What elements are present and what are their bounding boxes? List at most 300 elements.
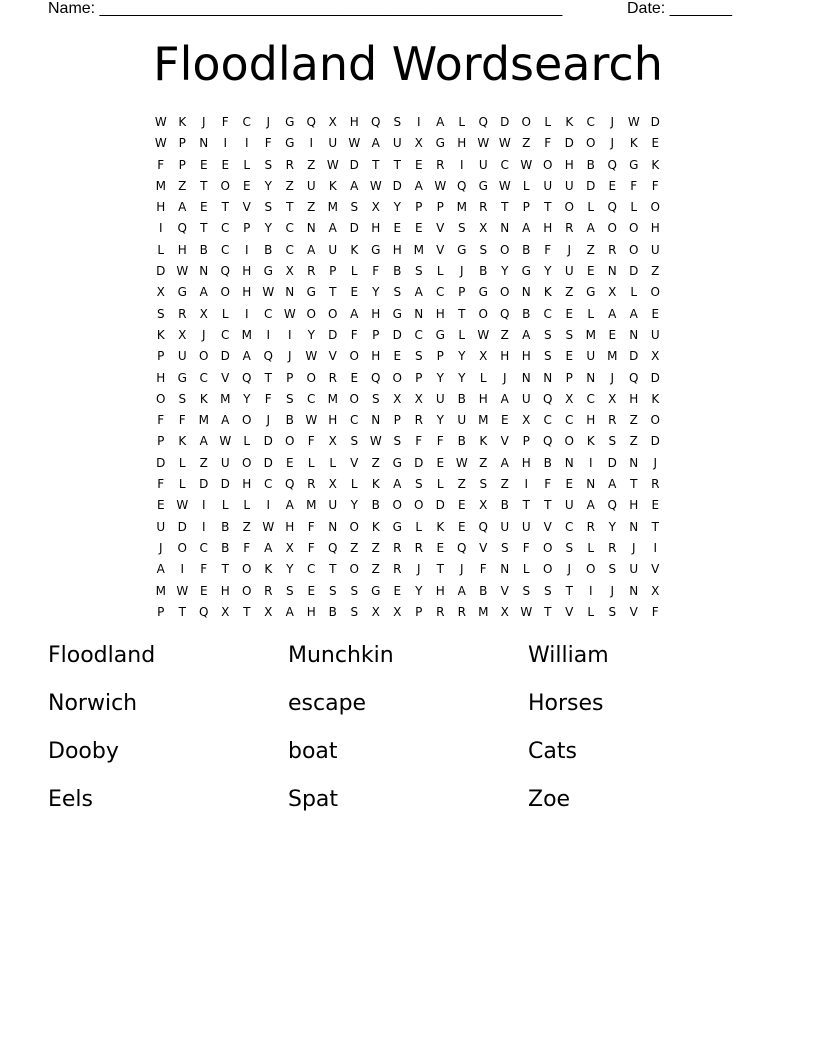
grid-letter: O xyxy=(478,306,488,321)
grid-letter: N xyxy=(586,370,596,385)
grid-letter: G xyxy=(629,157,639,172)
grid-letter: H xyxy=(242,477,252,492)
grid-letter: B xyxy=(543,455,552,470)
grid-row xyxy=(150,474,666,495)
grid-letter: I xyxy=(459,157,464,172)
grid-letter: A xyxy=(608,477,617,492)
grid-letter: D xyxy=(156,264,166,279)
grid-letter: W xyxy=(434,178,447,193)
grid-letter: X xyxy=(199,306,208,321)
grid-letter: T xyxy=(221,200,229,215)
grid-letter: O xyxy=(349,562,359,577)
grid-letter: F xyxy=(544,136,552,151)
grid-letter: E xyxy=(393,221,402,236)
grid-letter: M xyxy=(241,327,252,342)
grid-letter: D xyxy=(414,455,424,470)
grid-letter: H xyxy=(478,391,488,406)
grid-letter: D xyxy=(392,327,402,342)
word-list-item: William xyxy=(528,643,609,668)
grid-letter: I xyxy=(266,327,271,342)
grid-letter: W xyxy=(369,434,382,449)
grid-letter: C xyxy=(586,391,595,406)
grid-letter: U xyxy=(306,178,316,193)
grid-letter: L xyxy=(436,264,444,279)
grid-letter: O xyxy=(543,562,553,577)
grid-letter: U xyxy=(650,242,660,257)
grid-letter: S xyxy=(543,327,552,342)
grid-letter: H xyxy=(220,583,230,598)
grid-letter: Y xyxy=(458,370,466,385)
grid-letter: J xyxy=(567,562,572,577)
grid-letter: C xyxy=(221,327,230,342)
grid-letter: O xyxy=(242,455,252,470)
grid-letter: K xyxy=(543,285,552,300)
grid-letter: L xyxy=(178,455,186,470)
grid-letter: F xyxy=(178,413,186,428)
grid-letter: A xyxy=(178,200,187,215)
grid-letter: Q xyxy=(220,264,230,279)
grid-letter: E xyxy=(199,200,208,215)
grid-letter: D xyxy=(177,519,187,534)
grid-letter: F xyxy=(436,434,444,449)
grid-letter: U xyxy=(220,455,230,470)
word-list-item: Dooby xyxy=(48,739,119,764)
grid-letter: L xyxy=(522,562,530,577)
grid-letter: G xyxy=(435,327,445,342)
grid-letter: P xyxy=(565,370,573,385)
grid-letter: X xyxy=(393,604,402,619)
grid-letter: Z xyxy=(307,200,316,215)
grid-letter: A xyxy=(414,178,423,193)
grid-letter: W xyxy=(219,434,232,449)
grid-letter: A xyxy=(522,327,531,342)
grid-letter: S xyxy=(328,583,337,598)
grid-letter: B xyxy=(221,519,230,534)
grid-letter: Z xyxy=(651,264,660,279)
grid-row xyxy=(150,304,666,325)
grid-letter: C xyxy=(565,413,574,428)
grid-row xyxy=(150,197,666,218)
grid-letter: L xyxy=(350,264,358,279)
grid-letter: I xyxy=(244,136,249,151)
grid-letter: V xyxy=(500,583,509,598)
grid-letter: E xyxy=(414,157,423,172)
grid-letter: M xyxy=(155,178,166,193)
grid-letter: W xyxy=(326,157,339,172)
grid-letter: V xyxy=(436,221,445,236)
grid-letter: O xyxy=(607,221,617,236)
grid-letter: V xyxy=(500,434,509,449)
grid-letter: S xyxy=(350,434,359,449)
grid-letter: T xyxy=(200,178,208,193)
grid-letter: G xyxy=(177,285,187,300)
grid-letter: W xyxy=(176,498,189,513)
grid-letter: O xyxy=(500,242,510,257)
grid-letter: J xyxy=(653,455,658,470)
grid-letter: W xyxy=(283,306,296,321)
grid-letter: P xyxy=(415,370,423,385)
grid-row xyxy=(150,453,666,474)
grid-letter: B xyxy=(264,242,273,257)
grid-letter: A xyxy=(457,583,466,598)
grid-letter: N xyxy=(586,477,596,492)
grid-letter: G xyxy=(263,264,273,279)
grid-letter: D xyxy=(586,178,596,193)
grid-letter: C xyxy=(586,115,595,129)
grid-letter: T xyxy=(243,604,251,619)
grid-letter: H xyxy=(392,242,402,257)
grid-letter: D xyxy=(435,498,445,513)
grid-letter: J xyxy=(459,264,464,279)
grid-letter: U xyxy=(564,264,574,279)
grid-letter: X xyxy=(371,200,380,215)
grid-letter: X xyxy=(285,264,294,279)
grid-letter: P xyxy=(415,604,423,619)
grid-letter: S xyxy=(393,434,402,449)
grid-letter: T xyxy=(221,562,229,577)
grid-letter: C xyxy=(221,242,230,257)
grid-letter: S xyxy=(457,221,466,236)
grid-letter: X xyxy=(178,327,187,342)
grid-row xyxy=(150,538,666,559)
grid-letter: W xyxy=(477,136,490,151)
grid-letter: Z xyxy=(586,242,595,257)
grid-letter: L xyxy=(221,306,229,321)
grid-letter: F xyxy=(307,540,315,555)
grid-letter: U xyxy=(521,519,531,534)
grid-letter: B xyxy=(522,306,531,321)
grid-letter: M xyxy=(413,242,424,257)
grid-row xyxy=(150,218,666,239)
grid-letter: Q xyxy=(177,221,187,236)
grid-letter: Q xyxy=(306,115,316,129)
grid-letter: H xyxy=(156,200,166,215)
grid-letter: U xyxy=(650,327,660,342)
grid-row xyxy=(150,240,666,261)
grid-letter: C xyxy=(414,327,423,342)
grid-letter: A xyxy=(350,306,359,321)
grid-letter: Y xyxy=(608,519,616,534)
grid-letter: V xyxy=(543,519,552,534)
grid-letter: M xyxy=(585,327,596,342)
grid-letter: W xyxy=(369,178,382,193)
grid-letter: G xyxy=(285,136,295,151)
grid-letter: W xyxy=(305,413,318,428)
grid-letter: Q xyxy=(263,349,273,364)
letter-grid xyxy=(150,112,666,623)
grid-letter: S xyxy=(500,540,509,555)
grid-letter: T xyxy=(200,221,208,236)
grid-letter: F xyxy=(630,178,638,193)
grid-letter: I xyxy=(309,136,314,151)
grid-letter: R xyxy=(436,157,445,172)
grid-letter: P xyxy=(243,221,251,236)
grid-letter: H xyxy=(328,413,338,428)
grid-letter: C xyxy=(264,306,273,321)
grid-letter: O xyxy=(242,583,252,598)
grid-letter: A xyxy=(156,562,165,577)
grid-letter: J xyxy=(266,413,271,428)
grid-letter: T xyxy=(522,498,530,513)
grid-letter: R xyxy=(565,221,574,236)
grid-letter: N xyxy=(306,221,316,236)
grid-letter: C xyxy=(242,115,251,129)
grid-letter: A xyxy=(199,285,208,300)
grid-letter: Z xyxy=(479,455,488,470)
grid-letter: M xyxy=(220,391,231,406)
grid-letter: L xyxy=(221,498,229,513)
grid-letter: W xyxy=(477,327,490,342)
grid-letter: A xyxy=(608,306,617,321)
grid-letter: E xyxy=(350,285,359,300)
grid-letter: C xyxy=(199,540,208,555)
grid-letter: P xyxy=(436,349,444,364)
grid-letter: G xyxy=(435,136,445,151)
grid-letter: A xyxy=(264,540,273,555)
grid-letter: Y xyxy=(243,391,251,406)
grid-letter: S xyxy=(543,583,552,598)
grid-letter: S xyxy=(608,562,617,577)
grid-letter: Q xyxy=(371,370,381,385)
grid-letter: E xyxy=(565,477,574,492)
grid-letter: K xyxy=(350,242,359,257)
grid-letter: C xyxy=(436,285,445,300)
grid-letter: Q xyxy=(285,477,295,492)
grid-letter: I xyxy=(180,562,185,577)
grid-letter: F xyxy=(651,604,659,619)
grid-letter: P xyxy=(178,157,186,172)
grid-letter: A xyxy=(500,391,509,406)
grid-letter: L xyxy=(415,519,423,534)
grid-letter: X xyxy=(371,604,380,619)
grid-letter: N xyxy=(285,285,295,300)
grid-letter: H xyxy=(586,413,596,428)
grid-letter: Z xyxy=(629,434,638,449)
grid-letter: L xyxy=(522,178,530,193)
grid-letter: Q xyxy=(199,604,209,619)
grid-letter: L xyxy=(458,327,466,342)
grid-letter: O xyxy=(543,540,553,555)
grid-letter: H xyxy=(457,136,467,151)
grid-letter: E xyxy=(436,540,445,555)
grid-letter: S xyxy=(522,583,531,598)
grid-letter: I xyxy=(158,221,163,236)
grid-letter: U xyxy=(392,136,402,151)
grid-letter: G xyxy=(392,306,402,321)
grid-letter: E xyxy=(199,157,208,172)
grid-letter: E xyxy=(350,370,359,385)
grid-letter: H xyxy=(564,157,574,172)
grid-letter: Q xyxy=(457,178,467,193)
grid-letter: K xyxy=(328,178,337,193)
grid-letter: R xyxy=(264,583,273,598)
grid-letter: D xyxy=(349,221,359,236)
grid-letter: Q xyxy=(607,498,617,513)
grid-letter: O xyxy=(392,370,402,385)
grid-letter: Z xyxy=(199,455,208,470)
grid-letter: N xyxy=(629,519,639,534)
grid-letter: G xyxy=(285,115,295,129)
grid-letter: N xyxy=(521,370,531,385)
grid-letter: T xyxy=(372,157,380,172)
grid-letter: X xyxy=(221,604,230,619)
grid-letter: U xyxy=(328,498,338,513)
grid-letter: V xyxy=(221,370,230,385)
grid-letter: H xyxy=(435,583,445,598)
grid-letter: U xyxy=(457,413,467,428)
grid-letter: R xyxy=(457,604,466,619)
grid-letter: C xyxy=(350,413,359,428)
grid-letter: Y xyxy=(307,327,315,342)
grid-letter: P xyxy=(458,285,466,300)
grid-letter: X xyxy=(500,604,509,619)
grid-letter: F xyxy=(157,413,165,428)
grid-letter: A xyxy=(629,306,638,321)
grid-letter: D xyxy=(629,264,639,279)
grid-letter: K xyxy=(371,477,380,492)
word-list-item: Norwich xyxy=(48,691,138,716)
grid-letter: T xyxy=(630,477,638,492)
grid-letter: A xyxy=(199,434,208,449)
grid-letter: F xyxy=(544,242,552,257)
grid-letter: C xyxy=(285,221,294,236)
grid-letter: E xyxy=(436,455,445,470)
grid-letter: G xyxy=(371,242,381,257)
grid-letter: N xyxy=(629,455,639,470)
grid-letter: M xyxy=(155,583,166,598)
grid-letter: S xyxy=(608,604,617,619)
grid-letter: U xyxy=(328,242,338,257)
grid-letter: N xyxy=(328,519,338,534)
grid-letter: N xyxy=(564,455,574,470)
grid-letter: X xyxy=(565,391,574,406)
grid-letter: Z xyxy=(242,519,251,534)
grid-letter: G xyxy=(306,285,316,300)
grid-letter: C xyxy=(307,391,316,406)
grid-letter: J xyxy=(610,583,615,598)
grid-letter: O xyxy=(220,285,230,300)
grid-letter: O xyxy=(156,391,166,406)
grid-letter: R xyxy=(307,264,316,279)
grid-letter: E xyxy=(651,498,660,513)
grid-letter: Q xyxy=(500,306,510,321)
grid-letter: A xyxy=(414,285,423,300)
grid-letter: D xyxy=(650,434,660,449)
grid-letter: I xyxy=(244,242,249,257)
grid-letter: A xyxy=(285,498,294,513)
grid-letter: K xyxy=(178,434,187,449)
grid-letter: F xyxy=(264,136,272,151)
grid-letter: E xyxy=(307,583,316,598)
grid-letter: E xyxy=(457,498,466,513)
grid-letter: T xyxy=(544,200,552,215)
grid-letter: B xyxy=(285,413,294,428)
grid-letter: L xyxy=(630,200,638,215)
grid-letter: G xyxy=(586,285,596,300)
grid-letter: M xyxy=(198,413,209,428)
grid-letter: O xyxy=(349,349,359,364)
grid-letter: I xyxy=(201,519,206,534)
grid-letter: W xyxy=(627,115,640,129)
grid-letter: D xyxy=(220,349,230,364)
grid-letter: H xyxy=(306,604,316,619)
word-list-item: escape xyxy=(288,691,367,716)
grid-letter: A xyxy=(500,455,509,470)
grid-letter: H xyxy=(500,349,510,364)
grid-letter: Z xyxy=(565,285,574,300)
grid-letter: L xyxy=(544,115,552,129)
grid-letter: L xyxy=(436,477,444,492)
grid-letter: R xyxy=(178,306,187,321)
grid-letter: C xyxy=(543,413,552,428)
grid-letter: K xyxy=(199,391,208,406)
grid-letter: O xyxy=(629,221,639,236)
grid-letter: G xyxy=(392,519,402,534)
grid-letter: T xyxy=(565,583,573,598)
grid-letter: P xyxy=(522,200,530,215)
grid-letter: M xyxy=(478,413,489,428)
grid-letter: O xyxy=(285,434,295,449)
grid-letter: C xyxy=(221,221,230,236)
grid-letter: S xyxy=(414,349,423,364)
grid-letter: P xyxy=(286,370,294,385)
grid-letter: C xyxy=(264,477,273,492)
grid-letter: R xyxy=(608,413,617,428)
grid-row xyxy=(150,112,666,133)
grid-letter: I xyxy=(287,327,292,342)
grid-letter: B xyxy=(500,498,509,513)
grid-row xyxy=(150,602,666,623)
name-field-label: Name: ____________________________________________________ xyxy=(48,0,563,17)
grid-letter: U xyxy=(500,519,510,534)
grid-letter: D xyxy=(607,455,617,470)
grid-letter: G xyxy=(478,178,488,193)
grid-letter: Q xyxy=(607,200,617,215)
grid-letter: J xyxy=(459,562,464,577)
grid-letter: N xyxy=(521,285,531,300)
grid-letter: T xyxy=(393,157,401,172)
grid-letter: K xyxy=(651,391,660,406)
grid-letter: S xyxy=(414,264,423,279)
grid-letter: E xyxy=(565,306,574,321)
grid-letter: U xyxy=(543,178,553,193)
grid-letter: Y xyxy=(458,349,466,364)
grid-letter: T xyxy=(286,200,294,215)
grid-letter: O xyxy=(242,562,252,577)
grid-letter: P xyxy=(157,604,165,619)
grid-letter: X xyxy=(522,413,531,428)
grid-letter: I xyxy=(416,115,421,129)
grid-letter: P xyxy=(178,136,186,151)
grid-letter: S xyxy=(543,349,552,364)
grid-letter: S xyxy=(393,285,402,300)
grid-letter: W xyxy=(498,136,511,151)
grid-letter: K xyxy=(436,519,445,534)
grid-letter: C xyxy=(500,157,509,172)
grid-letter: S xyxy=(156,306,165,321)
grid-letter: R xyxy=(608,540,617,555)
grid-letter: H xyxy=(242,285,252,300)
grid-letter: O xyxy=(521,115,531,129)
grid-letter: A xyxy=(393,477,402,492)
grid-row xyxy=(150,431,666,452)
grid-letter: K xyxy=(651,157,660,172)
grid-letter: A xyxy=(350,178,359,193)
grid-letter: F xyxy=(651,178,659,193)
grid-letter: F xyxy=(479,562,487,577)
grid-letter: Y xyxy=(264,178,272,193)
grid-letter: W xyxy=(154,115,167,129)
